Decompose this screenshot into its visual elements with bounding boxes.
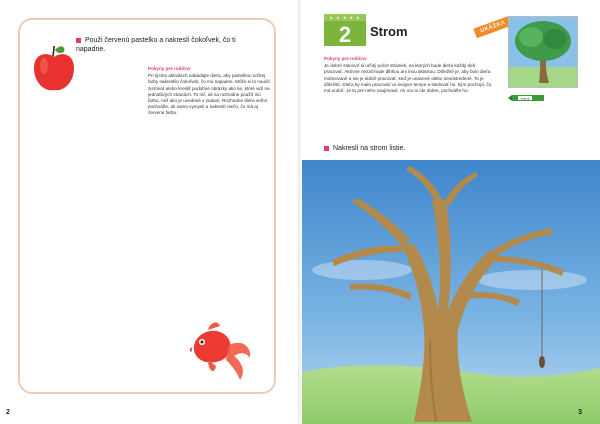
right-parents-text: Je dobré stanoviť si určitý počet strániek, na ktorých bude dieťa každý deň pracovať. Aktívne nezačínajte dlhšou ani inou aktivitou. Dôležité je, aby bolo dieťa motivované a nie je dobré pracovať, keď je unavené alebo nesústredené. To je dôležité. Dieťa by malo pracovať vo svojom tempe a sledovať ho, kým pochopí, čo má urobiť. Je to pre neho zaujímavé. Ak mu to ide dobre, pochváľte ho. — [324, 63, 492, 94]
left-parents-heading: Pokyny pre rodičov — [148, 66, 191, 71]
left-page — [0, 0, 298, 424]
left-parents-text: Pri týchto aktivitách nabádajte dieťa, aby pastelkou určitej farby nakreslilo čokoľvek, čo mu napadne. Môže si to naučiť zisťovať alebo kresliť podobné obrázky ako tie, ktoré vidí na jednotlivých stranách. To nič, ak sa rozhodne použiť inú farbu, než ako je uvedené v zadaní. Rozhodne dieťa veľmi pochváľte, ak samo vymyslí a nakreslí niečo, čo má aj červenú farbu. — [148, 73, 271, 116]
left-parents-note — [148, 66, 272, 117]
green-crayon-icon — [508, 95, 544, 101]
tree-illustration — [302, 160, 600, 424]
right-page — [302, 0, 600, 424]
lesson-number-box — [324, 14, 366, 46]
right-instruction-text: Nakresli na strom listie. — [333, 145, 406, 152]
right-instruction — [324, 144, 574, 153]
apple-icon — [30, 42, 78, 94]
bullet-icon — [324, 146, 329, 151]
goldfish-icon — [186, 316, 268, 386]
lesson-stars: ★ ★ ★ ★ ★ — [324, 14, 366, 21]
crayon-label: zelená — [520, 96, 530, 101]
lesson-number: 2 — [338, 22, 352, 47]
tree-thumbnail — [508, 16, 578, 88]
right-parents-heading: Pokyny pre rodičov — [324, 56, 367, 61]
page-number-right: 3 — [578, 409, 582, 416]
left-instruction — [76, 36, 266, 54]
sample-badge: UKÁŽKA — [473, 16, 512, 38]
lesson-title: Strom — [370, 24, 408, 39]
page-number-left: 2 — [6, 409, 10, 416]
left-instruction-text: Použi červenú pastelku a nakresli čokoľvek, čo ti napadne. — [76, 37, 236, 53]
right-parents-note — [324, 56, 492, 94]
